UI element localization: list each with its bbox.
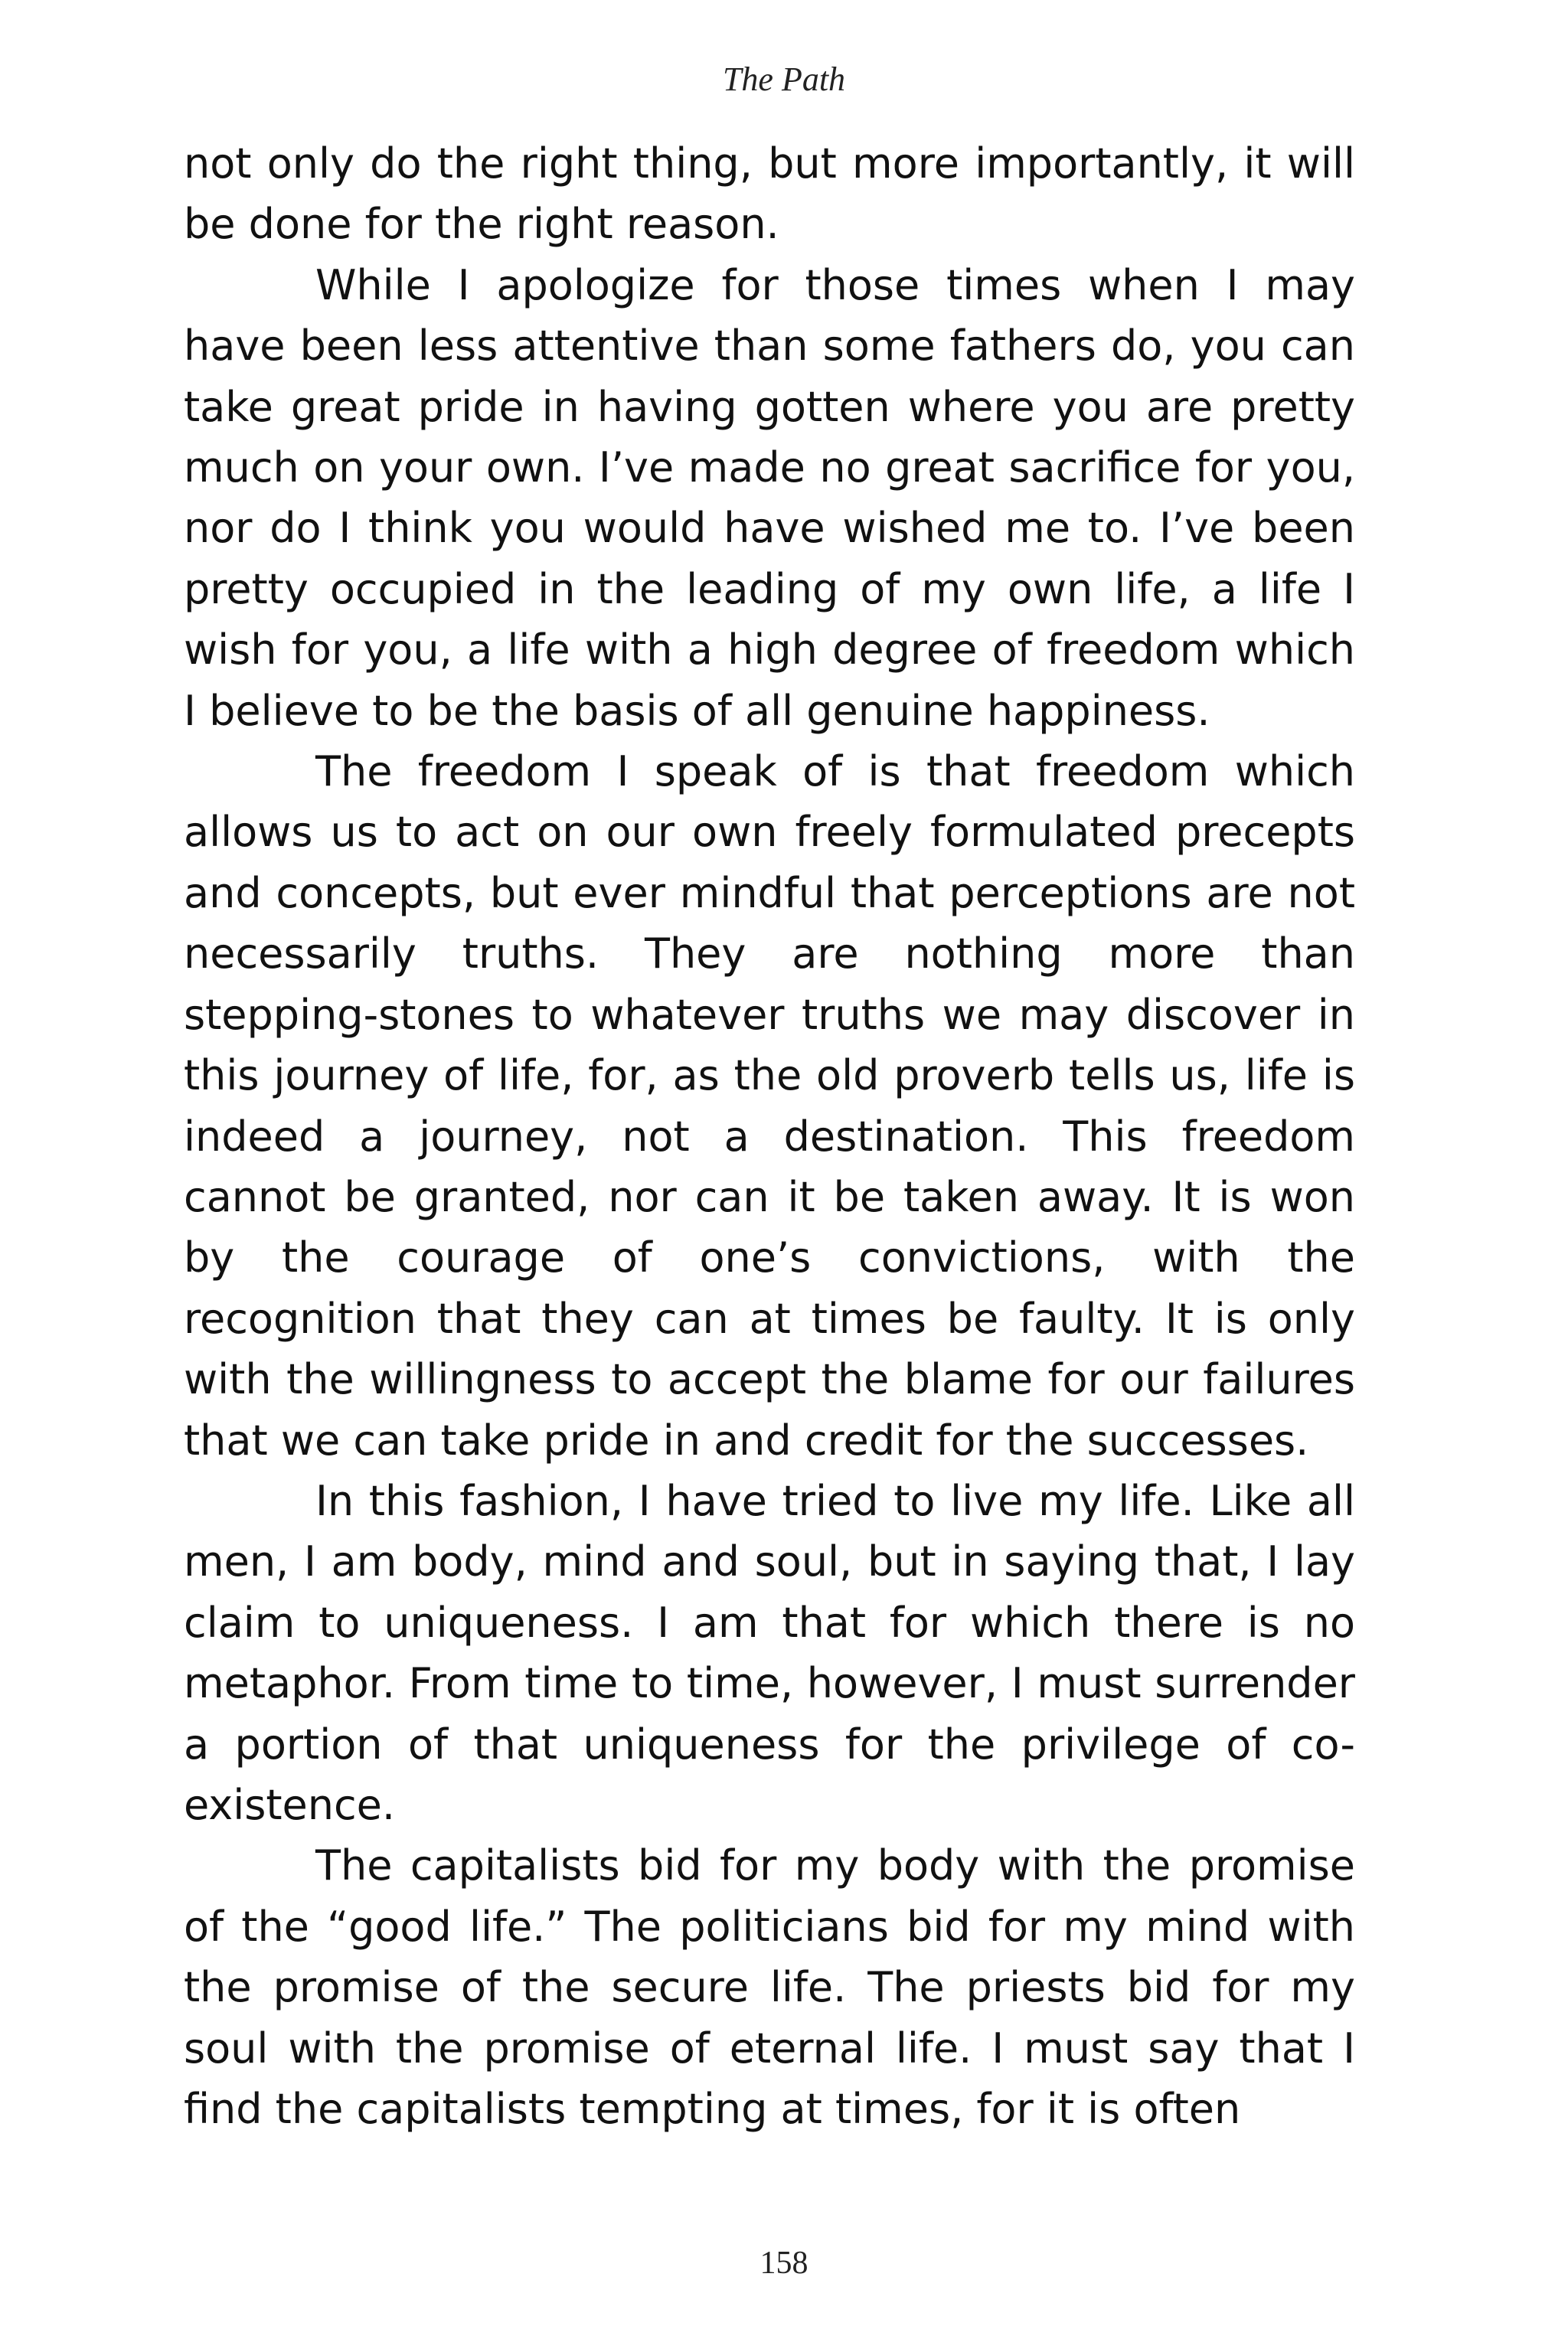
paragraph-apology: While I apologize for those times when I may have been less attentive than some fathers do, you can take great pride in having gotten where you are pretty much on your own. I’ve made no great sacrifice for you, nor do I think you would have wished me to. I’ve been pretty occupied in the leading of my own life, a life I wish for you, a life with a high degree of freedom which I believe to be the basis of all genuine happiness. [184,260,1355,735]
page-number: 158 [760,2246,808,2281]
running-head-title: The Path [722,60,846,98]
body-text [184,133,1355,2139]
paragraph-continuation: not only do the right thing, but more importantly, it will be done for the right reason. [184,139,1355,249]
paragraph-freedom: The freedom I speak of is that freedom which allows us to act on our own freely formulated precepts and concepts, but ever mindful that perceptions are not necessarily truths. They are nothing more than stepping-stones to whatever truths we may discover in this journey of life, for, as the old proverb tells us, life is indeed a journey, not a destination. This freedom cannot be granted, nor can it be taken away. It is won by the courage of one’s convictions, with the recognition that they can at times be faulty. It is only with the willingness to accept the blame for our failures that we can take pride in and credit for the successes. [184,747,1355,1465]
paragraph-capitalists: The capitalists bid for my body with the promise of the “good life.” The politicians bid for my mind with the promise of the secure life. The priests bid for my soul with the promise of eternal life. I must say that I find the capitalists tempting at times, for it is often [184,1841,1355,2133]
paragraph-fashion: In this fashion, I have tried to live my life. Like all men, I am body, mind and soul, but in saying that, I lay claim to uniqueness. I am that for which there is no metaphor. From time to time, however, I must surrender a portion of that uniqueness for the privilege of co-existence. [184,1476,1355,1829]
